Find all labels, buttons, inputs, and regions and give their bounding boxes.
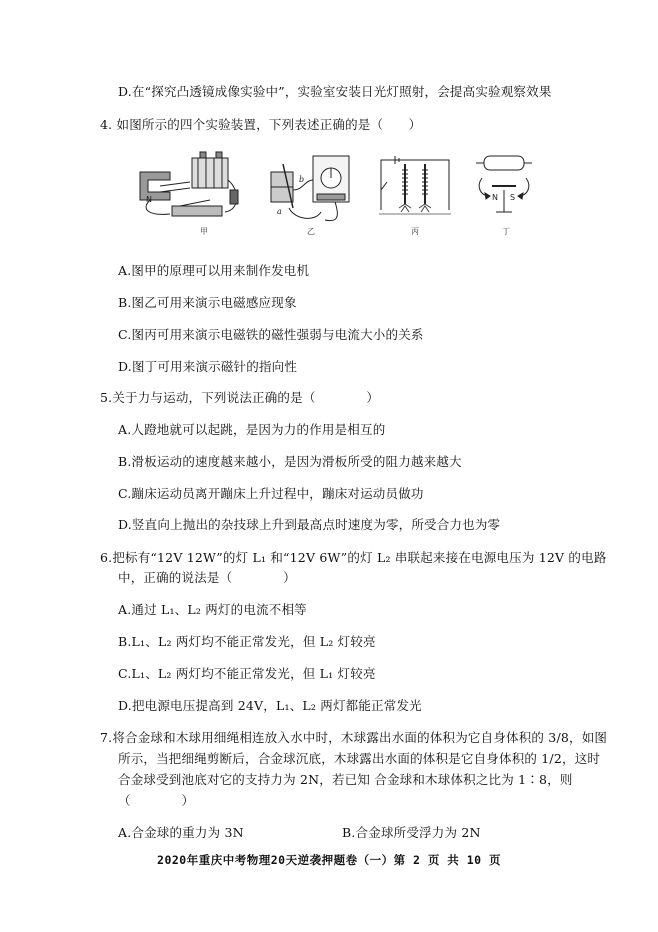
q4-option-a: A.图甲的原理可以用来制作发电机 <box>118 263 310 278</box>
figure-yi-diagram <box>265 150 360 240</box>
q5-option-b: B.滑板运动的速度越来越小，是因为滑板所受的阻力越来越大 <box>118 454 462 469</box>
question-6-line-1: 6.把标有“12V 12W”的灯 L₁ 和“12V 6W”的灯 L₂ 串联起来接在电源电压为 12V 的电路 <box>100 550 607 565</box>
figure-ding-diagram <box>470 150 545 240</box>
q5-option-a: A.人蹬地就可以起跳，是因为力的作用是相互的 <box>118 422 386 437</box>
question-4: 4. 如图所示的四个实验装置，下列表述正确的是（ ） <box>100 117 422 132</box>
label-a: a <box>277 207 282 216</box>
question-6-line-2: 中，正确的说法是（ ） <box>118 570 296 585</box>
figure-ding-label: 丁 <box>502 227 510 236</box>
figure-jia-label: 甲 <box>200 227 208 236</box>
q7-option-a: A.合金球的重力为 3N <box>118 825 244 840</box>
q7-option-b: B.合金球所受浮力为 2N <box>342 825 481 840</box>
q6-option-c: C.L₁、L₂ 两灯均不能正常发光，但 L₁ 灯较亮 <box>118 666 376 681</box>
figure-yi-label: 乙 <box>307 227 315 236</box>
q3-option-d: D.在“探究凸透镜成像实验中”，实验室安装日光灯照射，会提高实验观察效果 <box>118 84 552 99</box>
q4-option-d: D.图丁可用来演示磁针的指向性 <box>118 359 298 374</box>
figure-bing-label: 丙 <box>411 227 419 236</box>
figure-bing-diagram <box>375 150 455 240</box>
page-footer: 2020年重庆中考物理20天逆袭押题卷（一）第 2 页 共 10 页 <box>157 853 501 867</box>
q6-option-a: A.通过 L₁、L₂ 两灯的电流不相等 <box>118 602 307 617</box>
q4-option-c: C.图丙可用来演示电磁铁的磁性强弱与电流大小的关系 <box>118 327 424 342</box>
question-7-line-3: 合金球受到池底对它的支持力为 2N，若已知 合金球和木球体积之比为 1∶8，则 <box>118 772 573 787</box>
question-7-line-1: 7.将合金球和木球用细绳相连放入水中时，木球露出水面的体积为它自身体积的 3/8，如图 <box>100 730 608 745</box>
q6-option-b: B.L₁、L₂ 两灯均不能正常发光，但 L₂ 灯较亮 <box>118 634 376 649</box>
q6-option-d: D.把电源电压提高到 24V，L₁、L₂ 两灯都能正常发光 <box>118 698 422 713</box>
q4-option-b: B.图乙可用来演示电磁感应现象 <box>118 295 297 310</box>
q5-option-d: D.竖直向上抛出的杂技球上升到最高点时速度为零，所受合力也为零 <box>118 517 501 532</box>
figure-jia-diagram <box>130 150 245 240</box>
label-b: b <box>299 175 305 184</box>
question-5: 5.关于力与运动，下列说法正确的是（ ） <box>100 390 380 405</box>
question-7-line-2: 所示，当把细绳剪断后，合金球沉底，木球露出水面的体积是它自身体积的 1/2，这时 <box>118 751 601 766</box>
q4-figures <box>130 150 540 240</box>
question-7-line-4: （ ） <box>118 793 195 808</box>
q5-option-c: C.蹦床运动员离开蹦床上升过程中，蹦床对运动员做功 <box>118 486 424 501</box>
label-needle-n: N <box>492 193 498 202</box>
label-n: N <box>146 195 152 204</box>
label-needle-s: S <box>510 193 516 202</box>
